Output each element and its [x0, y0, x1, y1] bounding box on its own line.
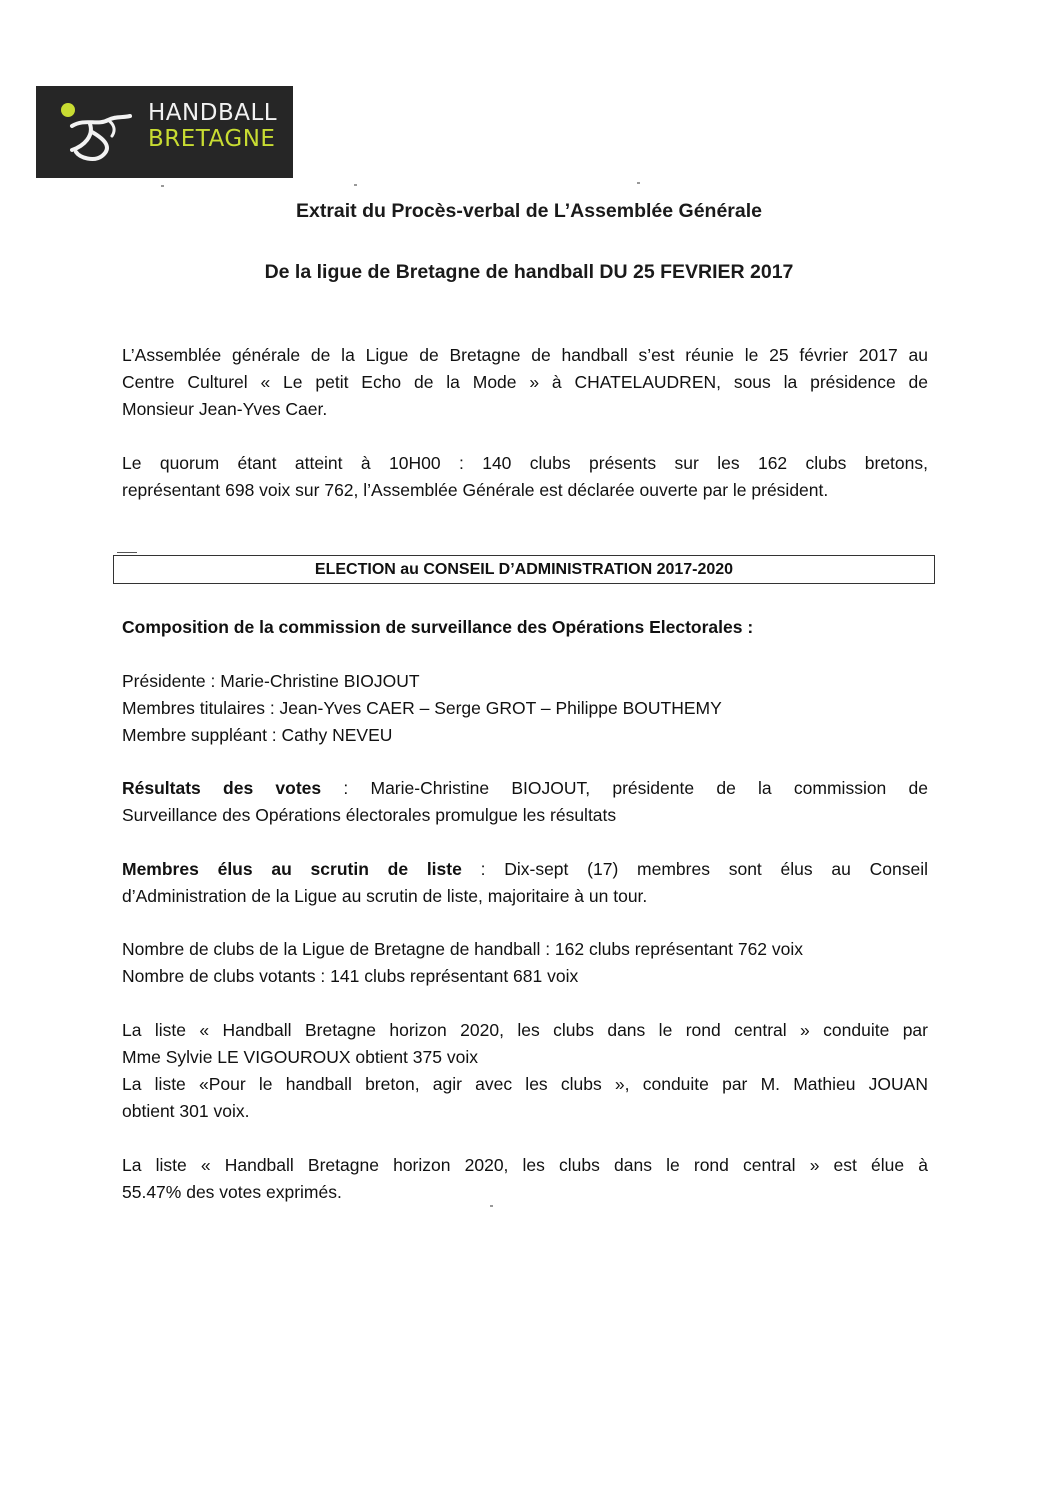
results-line	[122, 775, 928, 802]
commission-president: Présidente : Marie-Christine BIOJOUT	[122, 671, 420, 691]
elected-line	[122, 856, 928, 883]
results-line: Surveillance des Opérations électorales promulgue les résultats	[122, 805, 617, 825]
commission-titulaires: Membres titulaires : Jean-Yves CAER – Serge GROT – Philippe BOUTHEMY	[122, 698, 722, 718]
document-title: Extrait du Procès-verbal de L’Assemblée Générale	[295, 200, 763, 222]
intro-line: Centre Culturel « Le petit Echo de la Mode » à CHATELAUDREN, sous la présidence de	[122, 372, 928, 392]
list-line: Mme Sylvie LE VIGOUROUX obtient 375 voix	[122, 1047, 478, 1067]
counts-line: Nombre de clubs de la Ligue de Bretagne de handball : 162 clubs représentant 762 voix	[122, 939, 804, 959]
section-title-box: ELECTION au CONSEIL D’ADMINISTRATION 2017-2020	[113, 555, 935, 584]
document-subtitle: De la ligue de Bretagne de handball DU 25 FEVRIER 2017	[264, 261, 794, 283]
scan-speck	[161, 185, 164, 187]
commission-members	[122, 668, 928, 749]
quorum-line: représentant 698 voix sur 762, l’Assemblée Générale est déclarée ouverte par le président.	[122, 480, 829, 500]
commission-heading: Composition de la commission de surveillance des Opérations Electorales :	[122, 617, 754, 637]
quorum-paragraph	[122, 450, 928, 504]
lists-paragraph	[122, 1017, 928, 1125]
elected-paragraph	[122, 856, 928, 910]
commission-suppleant: Membre suppléant : Cathy NEVEU	[122, 725, 393, 745]
elected-text: : Dix-sept (17) membres sont élus au Conseil	[461, 859, 928, 879]
quorum-line: Le quorum étant atteint à 10H00 : 140 clubs présents sur les 162 clubs bretons,	[122, 453, 928, 473]
elected-line: d’Administration de la Ligue au scrutin de liste, majoritaire à un tour.	[122, 886, 648, 906]
handball-bretagne-logo	[36, 86, 293, 178]
outcome-line: La liste « Handball Bretagne horizon 2020, les clubs dans le rond central » est élue à	[122, 1155, 928, 1175]
elected-label: Membres élus au scrutin de liste	[122, 859, 462, 879]
logo-line-1: HANDBALL	[148, 100, 278, 126]
scan-speck	[354, 184, 357, 186]
logo-wordmark	[148, 100, 277, 152]
list-line: La liste « Handball Bretagne horizon 2020, les clubs dans le rond central » conduite par	[122, 1020, 928, 1040]
results-label: Résultats des votes	[122, 778, 322, 798]
handball-player-icon	[50, 96, 146, 168]
scan-speck	[637, 182, 640, 184]
list-line: La liste «Pour le handball breton, agir avec les clubs », conduite par M. Mathieu JOUAN	[122, 1074, 928, 1094]
counts-paragraph	[122, 936, 928, 990]
outcome-paragraph	[122, 1152, 928, 1206]
results-text: : Marie-Christine BIOJOUT, présidente de la commission de	[321, 778, 928, 798]
intro-line: Monsieur Jean-Yves Caer.	[122, 399, 328, 419]
scan-mark	[117, 552, 137, 553]
counts-line: Nombre de clubs votants : 141 clubs représentant 681 voix	[122, 966, 579, 986]
intro-paragraph	[122, 342, 928, 423]
outcome-line: 55.47% des votes exprimés.	[122, 1182, 342, 1202]
logo-line-2: BRETAGNE	[148, 126, 276, 152]
results-paragraph	[122, 775, 928, 829]
intro-line: L’Assemblée générale de la Ligue de Bretagne de handball s’est réunie le 25 février 2017 au	[122, 345, 928, 365]
list-line: obtient 301 voix.	[122, 1101, 250, 1121]
